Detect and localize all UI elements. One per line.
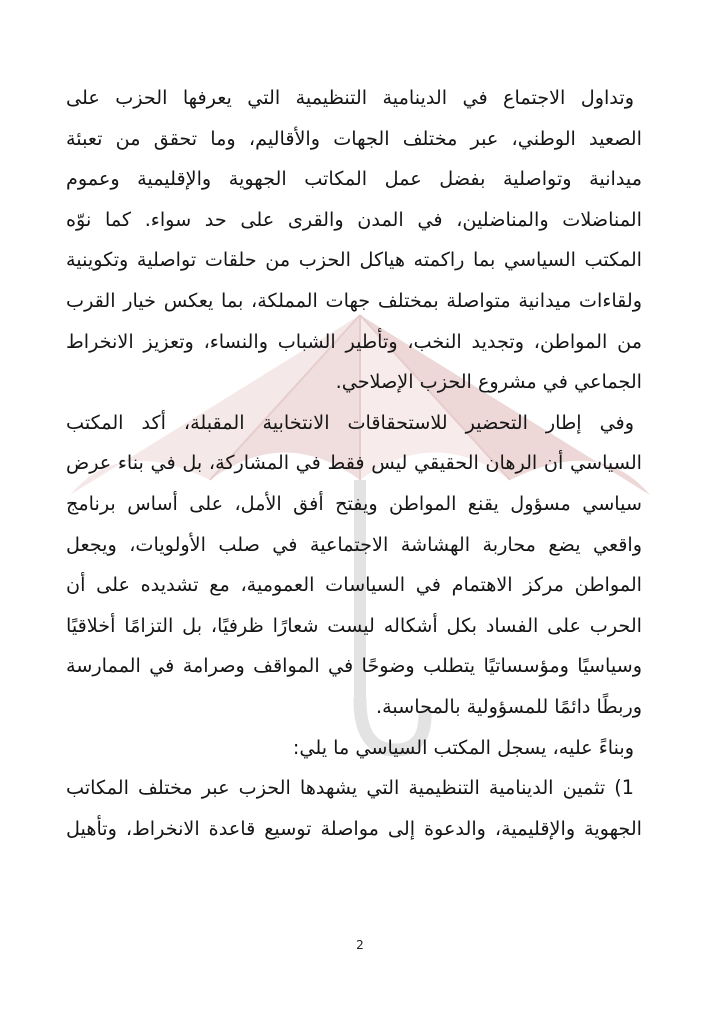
- text-line: وبناءً عليه، يسجل المكتب السياسي ما يلي:: [292, 735, 634, 759]
- paragraph-4-list-item: [66, 768, 642, 849]
- paragraph-1: [66, 78, 642, 403]
- text-line: وفي إطار التحضير للاستحقاقات الانتخابية المقبلة، أكد المكتب: [66, 410, 634, 434]
- text-line: الجهوية والإقليمية، والدعوة إلى مواصلة توسيع قاعدة الانخراط، وتأهيل: [66, 816, 642, 840]
- text-line: ولقاءات ميدانية متواصلة بمختلف جهات المملكة، بما يعكس خيار القرب: [66, 288, 642, 312]
- text-line: السياسي أن الرهان الحقيقي ليس فقط في المشاركة، بل في بناء عرض: [66, 451, 642, 475]
- text-line: واقعي يضع محاربة الهشاشة الاجتماعية في صلب الأولويات، ويجعل: [66, 532, 642, 556]
- text-line: من المواطن، وتجديد النخب، وتأطير الشباب والنساء، وتعزيز الانخراط: [66, 329, 642, 353]
- paragraph-3: [66, 728, 642, 769]
- text-line: سياسي مسؤول يقنع المواطن ويفتح أفق الأمل، على أساس برنامج: [66, 491, 642, 515]
- text-line: 1) تثمين الدينامية التنظيمية التي يشهدها الحزب عبر مختلف المكاتب: [66, 776, 634, 800]
- text-line: الحرب على الفساد بكل أشكاله ليست شعارًا ظرفيًا، بل التزامًا أخلاقيًا: [66, 613, 642, 637]
- document-body: [66, 78, 642, 849]
- text-line: ميدانية وتواصلية بفضل عمل المكاتب الجهوية والإقليمية وعموم: [66, 167, 642, 191]
- text-line: المكتب السياسي بما راكمته هياكل الحزب من حلقات تواصلية وتكوينية: [66, 248, 642, 272]
- text-line: الصعيد الوطني، عبر مختلف الجهات والأقاليم، وما تحقق من تعبئة: [66, 126, 642, 150]
- text-line: الجماعي في مشروع الحزب الإصلاحي.: [335, 370, 642, 394]
- text-line: وتداول الاجتماع في الدينامية التنظيمية التي يعرفها الحزب على: [66, 86, 634, 109]
- text-line: المناضلات والمناضلين، في المدن والقرى على حد سواء. كما نوّه: [66, 207, 642, 231]
- page-number: 2: [356, 938, 364, 952]
- text-line: وربطًا دائمًا للمسؤولية بالمحاسبة.: [375, 694, 642, 718]
- paragraph-2: [66, 403, 642, 728]
- text-line: المواطن مركز الاهتمام في السياسات العمومية، مع تشديده على أن: [66, 573, 642, 597]
- text-line: وسياسيًا ومؤسساتيًا يتطلب وضوحًا في المواقف وصرامة في الممارسة: [66, 654, 642, 678]
